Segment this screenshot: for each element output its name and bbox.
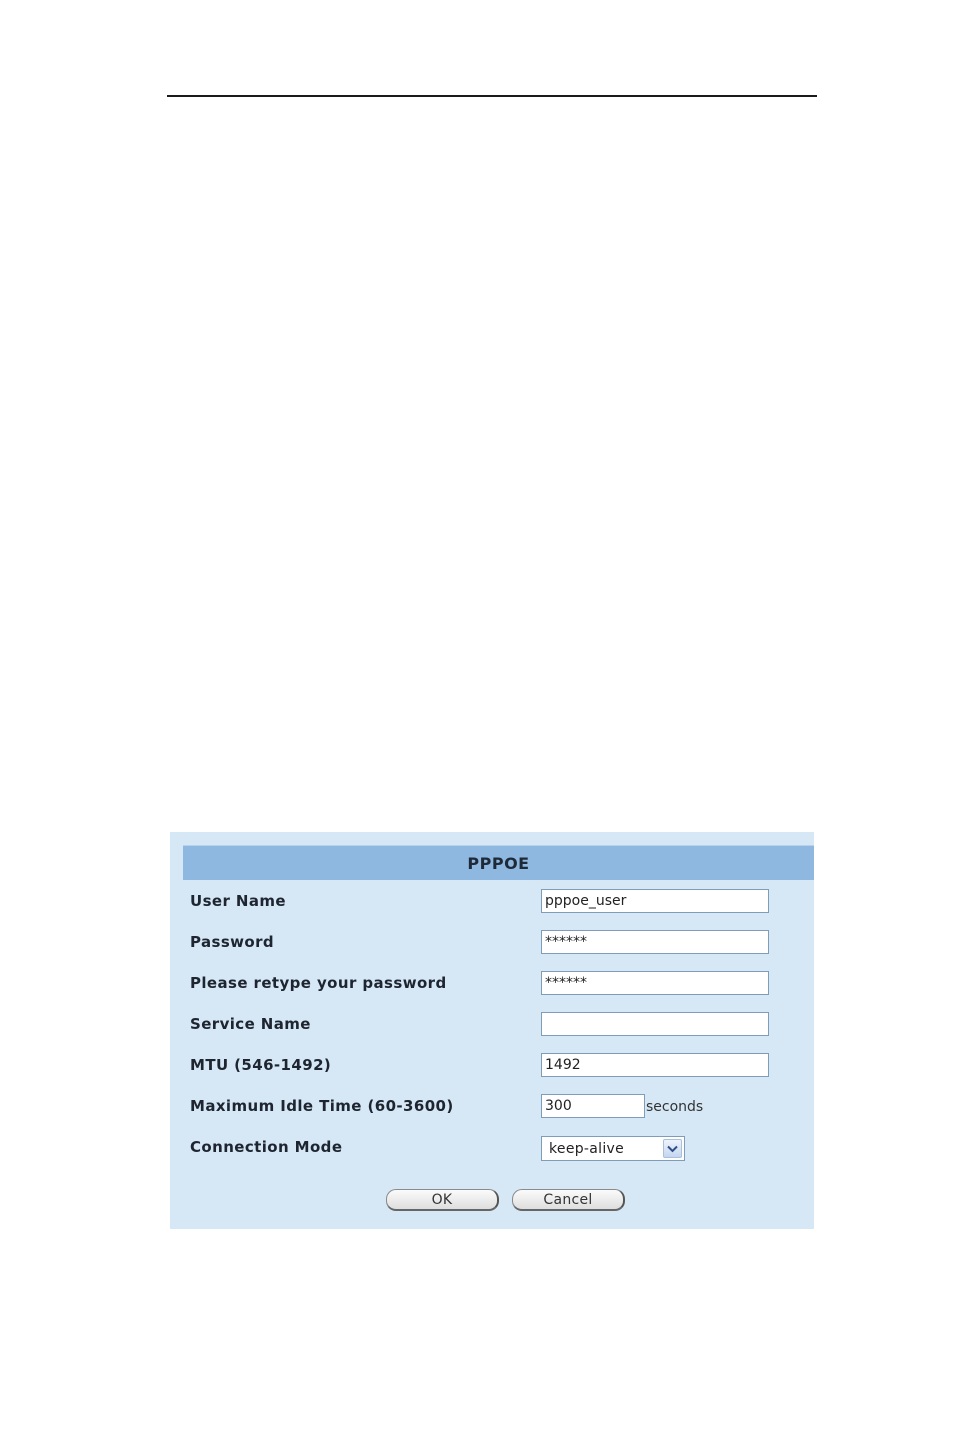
user-name-input[interactable] (541, 889, 769, 913)
page-top-rule (167, 95, 817, 97)
retype-password-input[interactable] (541, 971, 769, 995)
mtu-label: MTU (546-1492) (190, 1056, 332, 1074)
user-name-label: User Name (190, 892, 286, 910)
service-name-label: Service Name (190, 1015, 311, 1033)
cancel-button[interactable]: Cancel (512, 1189, 625, 1211)
connection-mode-select[interactable] (541, 1136, 685, 1161)
connection-mode-label: Connection Mode (190, 1138, 343, 1156)
connection-mode-value: keep-alive (549, 1140, 625, 1157)
panel-title: PPPOE (183, 845, 814, 880)
max-idle-time-input[interactable] (541, 1094, 645, 1118)
ok-button[interactable]: OK (386, 1189, 499, 1211)
pppoe-settings-panel (170, 832, 814, 1229)
idle-time-unit: seconds (646, 1099, 704, 1115)
chevron-down-icon[interactable] (663, 1139, 682, 1158)
password-label: Password (190, 933, 275, 951)
service-name-input[interactable] (541, 1012, 769, 1036)
max-idle-time-label: Maximum Idle Time (60-3600) (190, 1097, 454, 1115)
retype-password-label: Please retype your password (190, 974, 447, 992)
password-input[interactable] (541, 930, 769, 954)
mtu-input[interactable] (541, 1053, 769, 1077)
